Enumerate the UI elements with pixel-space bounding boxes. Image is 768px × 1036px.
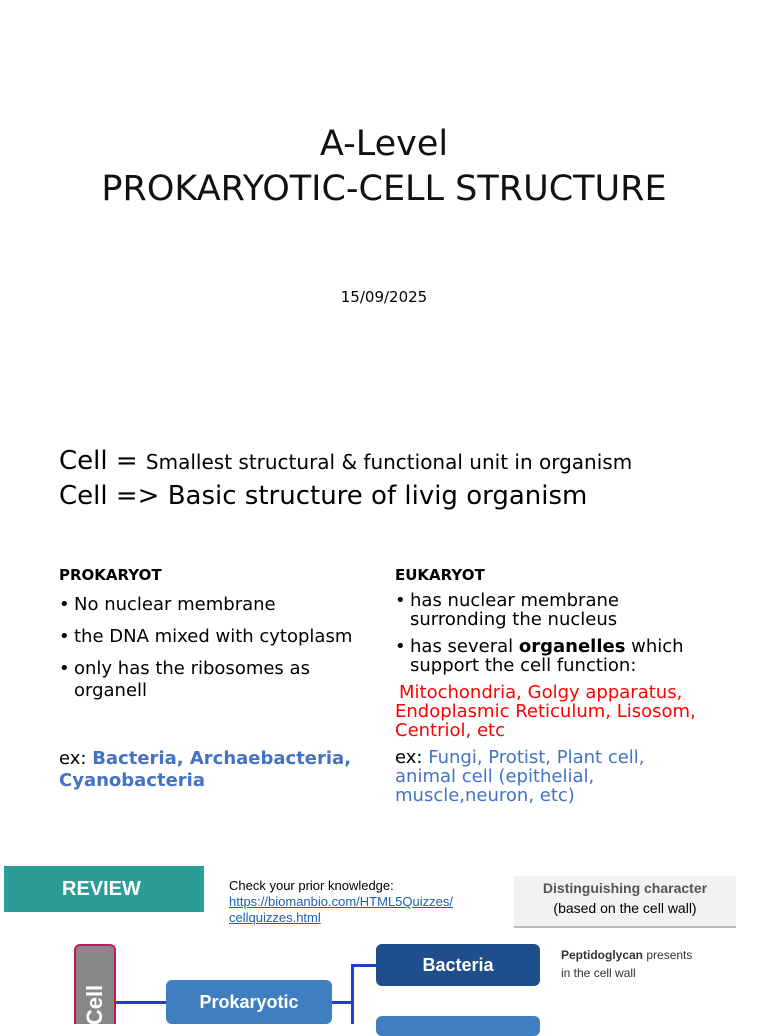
distinguishing-title: Distinguishing character bbox=[542, 880, 708, 896]
eukaryot-list-wrap bbox=[395, 591, 695, 685]
organelles-bold: organelles bbox=[518, 636, 626, 657]
prokaryotic-box: Prokaryotic bbox=[166, 980, 332, 1024]
connector-line bbox=[351, 964, 354, 1024]
cell-label-box bbox=[74, 944, 116, 1024]
date: 15/09/2025 bbox=[340, 288, 428, 306]
distinguishing-box bbox=[514, 876, 736, 926]
prior-label: Check your prior knowledge: bbox=[229, 878, 394, 893]
review-tab: REVIEW bbox=[4, 866, 204, 912]
eukaryot-examples bbox=[395, 748, 695, 805]
peptidoglycan-bold: Peptidoglycan bbox=[561, 948, 644, 962]
list-item: • has nuclear membrane surronding the nucleus bbox=[395, 591, 695, 629]
divider bbox=[514, 926, 736, 928]
bullet-text-b: which support the cell function: bbox=[410, 636, 684, 676]
prokaryot-examples bbox=[59, 748, 359, 792]
list-item: • the DNA mixed with cytoplasm bbox=[59, 626, 379, 648]
peptidoglycan-rest: presents bbox=[643, 948, 693, 962]
quiz-link[interactable]: https://biomanbio.com/HTML5Quizzes/ cellquizzes.html bbox=[229, 894, 453, 925]
connector-line bbox=[332, 1001, 352, 1004]
prokaryot-example-list: Bacteria, Archaebacteria, Cyanobacteria bbox=[59, 748, 352, 791]
ex-prefix: ex: bbox=[395, 747, 429, 768]
peptidoglycan-line2: in the cell wall bbox=[561, 966, 636, 980]
prokaryot-list-wrap bbox=[59, 594, 379, 712]
prior-knowledge bbox=[229, 878, 453, 926]
distinguishing-subtitle: (based on the cell wall) bbox=[553, 900, 697, 916]
list-item bbox=[395, 637, 695, 675]
bullet-text-a: has several bbox=[410, 636, 519, 657]
connector-line bbox=[351, 964, 376, 967]
connector-line bbox=[116, 1001, 166, 1004]
list-item: • only has the ribosomes as organell bbox=[59, 658, 379, 702]
peptidoglycan-note bbox=[561, 946, 692, 982]
definition-line-2: Cell => Basic structure of livig organism bbox=[59, 481, 588, 511]
eukaryot-example-list: Fungi, Protist, Plant cell, animal cell (epithelial, muscle,neuron, etc) bbox=[395, 747, 645, 806]
definition-line-1 bbox=[59, 444, 632, 479]
definition-prefix: Cell = bbox=[59, 446, 146, 476]
second-box bbox=[376, 1016, 540, 1036]
definition-text: Smallest structural & functional unit in organism bbox=[145, 450, 633, 474]
ex-prefix: ex: bbox=[59, 748, 93, 769]
eukaryot-list bbox=[395, 591, 695, 675]
bacteria-box: Bacteria bbox=[376, 944, 540, 986]
prokaryot-heading: PROKARYOT bbox=[59, 566, 162, 584]
title-line-1: A-Level bbox=[319, 124, 449, 164]
title-line-2: PROKARYOTIC-CELL STRUCTURE bbox=[101, 169, 667, 209]
list-item: • No nuclear membrane bbox=[59, 594, 379, 616]
organelle-list: Mitochondria, Golgy apparatus, Endoplasmic Reticulum, Lisosom, Centriol, etc bbox=[395, 682, 696, 741]
eukaryot-heading: EUKARYOT bbox=[395, 566, 485, 584]
prokaryot-list bbox=[59, 594, 379, 702]
cell-label: Cell bbox=[82, 984, 107, 1026]
